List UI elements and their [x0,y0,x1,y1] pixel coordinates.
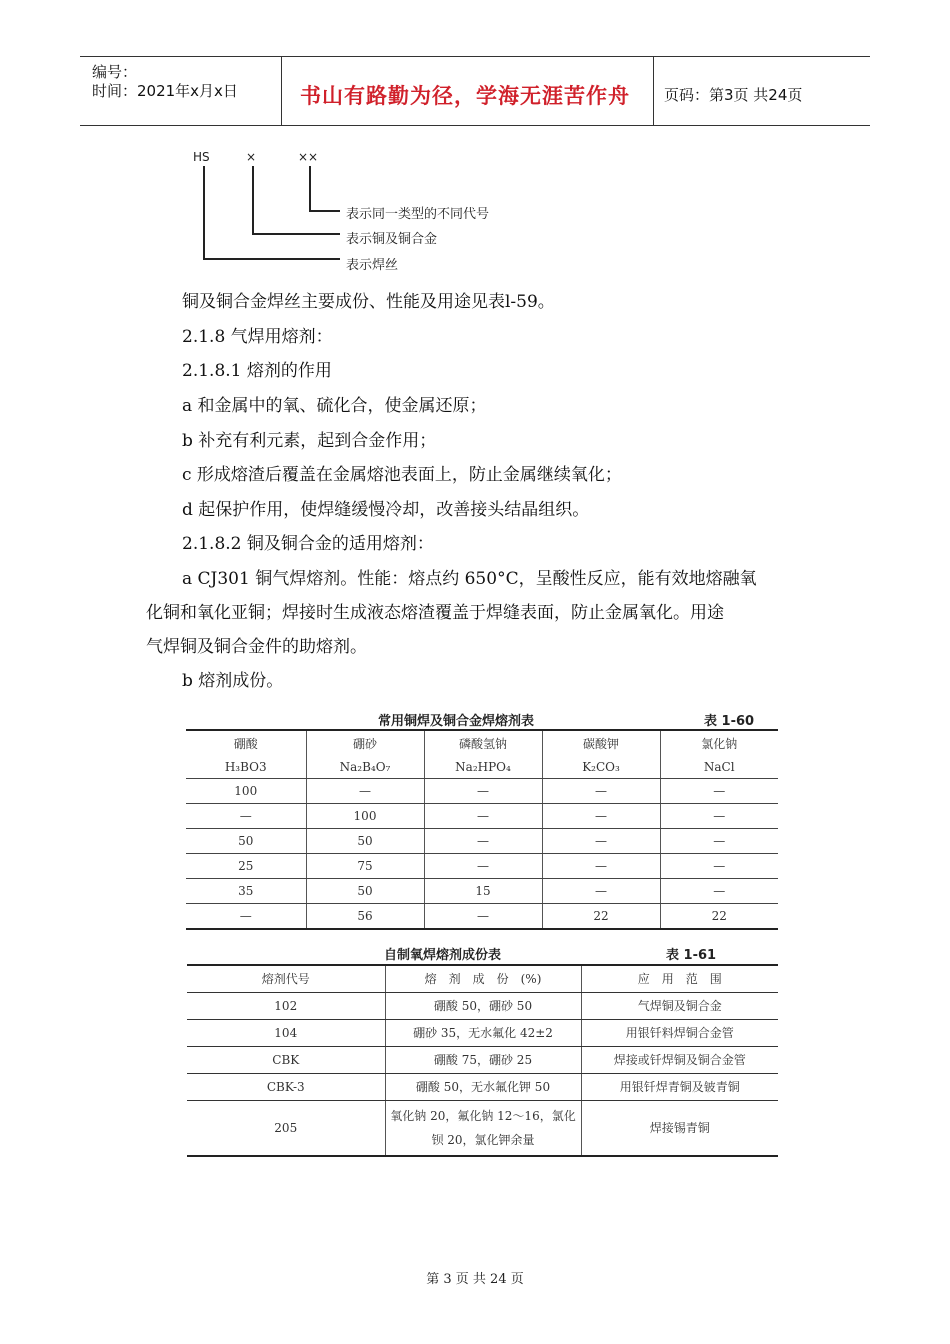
code-type: × [246,150,257,164]
table-cell: 硼酸 50，硼砂 50 [385,993,581,1020]
table-cell: — [660,804,778,829]
table-cell: 75 [306,854,424,879]
header-motto: 书山有路勤为径，学海无涯苦作舟 [300,84,630,108]
table-cell: — [424,854,542,879]
table-cell: 102 [187,993,385,1020]
table-cell: 25 [186,854,306,879]
table-cell: — [424,829,542,854]
code-hs: HS [193,150,210,164]
table-header-row [187,965,778,993]
table-header-cell: 熔 剂 成 份 (%) [385,965,581,993]
table-cell: 100 [186,779,306,804]
serial-label: 编号： [92,63,138,81]
flux-table-60 [186,729,778,930]
table-row [187,1101,778,1157]
table-cell: — [542,804,660,829]
table-row [186,829,778,854]
list-item: b 补充有利元素，起到合金作用； [182,431,437,451]
table-row [186,879,778,904]
table-row [187,1020,778,1047]
page-label: 页码：第3页 共24页 [664,86,803,104]
table-row [186,854,778,879]
table-header-cell: 应 用 范 围 [581,965,778,993]
table-header-cell: 熔剂代号 [187,965,385,993]
table-cell: 22 [660,904,778,930]
diagram-label-variant: 表示同一类型的不同代号 [346,207,490,222]
table-cell: — [306,779,424,804]
flux-table-61 [187,964,778,1157]
table-cell: CBK [187,1047,385,1074]
time-label: 时间：2021年x月x日 [92,82,238,100]
paragraph: a CJ301 铜气焊熔剂。性能：熔点约 650°C，呈酸性反应，能有效地熔融氧 [182,569,757,589]
list-item: d 起保护作用，使焊缝缓慢冷却，改善接头结晶组织。 [182,500,590,520]
table61-title: 自制氧焊熔剂成份表 [384,948,502,963]
table-formula-cell: K₂CO₃ [542,755,660,779]
table-cell: — [542,879,660,904]
table-cell: 15 [424,879,542,904]
table-cell: 50 [186,829,306,854]
table-cell: 50 [306,879,424,904]
table-cell: 50 [306,829,424,854]
table-cell: — [660,854,778,879]
table-cell: 104 [187,1020,385,1047]
paragraph: 气焊铜及铜合金件的助熔剂。 [146,637,367,657]
table-row [187,993,778,1020]
table-formula-row [186,755,778,779]
table-cell: — [186,904,306,930]
table-cell: — [660,829,778,854]
paragraph: 铜及铜合金焊丝主要成份、性能及用途见表l-59。 [182,292,555,312]
table-cell: 205 [274,1121,298,1135]
table-cell: — [424,904,542,930]
diagram-lines [0,0,950,300]
section-heading: 2.1.8 气焊用熔剂： [182,327,333,347]
table-formula-cell: Na₂HPO₄ [424,755,542,779]
table-header-cell: 氯化钠 [660,730,778,755]
diagram-label-wire: 表示焊丝 [346,258,399,273]
table-cell: — [660,779,778,804]
list-item: c 形成熔渣后覆盖在金属熔池表面上，防止金属继续氧化； [182,465,622,485]
table-cell: — [542,779,660,804]
table-cell: CBK-3 [187,1074,385,1101]
table-header-cell: 硼砂 [306,730,424,755]
table-formula-cell: Na₂B₄O₇ [306,755,424,779]
table-formula-cell: H₃BO3 [186,755,306,779]
table-cell: — [424,779,542,804]
table-cell: 硼砂 35，无水氟化 42±2 [385,1020,581,1047]
paragraph: b 熔剂成份。 [182,671,284,691]
table-cell: 用银钎焊青铜及铍青铜 [581,1074,778,1101]
table-cell: 气焊铜及铜合金 [581,993,778,1020]
table-cell: 100 [306,804,424,829]
code-variant: ×× [298,150,319,164]
table-cell: — [660,879,778,904]
table-cell: — [186,804,306,829]
section-heading: 2.1.8.1 熔剂的作用 [182,361,332,381]
page-footer: 第 3 页 共 24 页 [426,1272,524,1287]
table60-title: 常用铜焊及铜合金焊熔剂表 [378,714,535,729]
table-row [186,904,778,930]
diagram-label-copper: 表示铜及铜合金 [346,232,438,247]
table-header-cell: 硼酸 [233,736,258,751]
section-heading: 2.1.8.2 铜及铜合金的适用熔剂： [182,534,434,554]
table61-number: 表 1-61 [666,948,717,963]
table-cell: — [424,804,542,829]
table-cell: 焊接或钎焊铜及铜合金管 [581,1047,778,1074]
table-row [187,1074,778,1101]
table-header-cell: 碳酸钾 [542,730,660,755]
table-row [186,804,778,829]
table-cell: 焊接锡青铜 [581,1101,778,1157]
table-row [187,1047,778,1074]
table-header-cell: 磷酸氢钠 [424,730,542,755]
table-cell: 35 [186,879,306,904]
table-cell: 22 [542,904,660,930]
table-cell: — [542,829,660,854]
table-cell: 氧化钠 20，氟化钠 12～16，氯化钡 20，氯化钾余量 [385,1101,581,1157]
table-row [186,779,778,804]
list-item: a 和金属中的氧、硫化合，使金属还原； [182,396,487,416]
table-cell: 56 [306,904,424,930]
table-cell: 硼酸 75，硼砂 25 [385,1047,581,1074]
paragraph: 化铜和氧化亚铜；焊接时生成液态熔渣覆盖于焊缝表面，防止金属氧化。用途 [146,603,724,623]
table-formula-cell: NaCl [660,755,778,779]
table-header-row [186,730,778,755]
table-cell: — [542,854,660,879]
table60-number: 表 1-60 [704,714,755,729]
table-cell: 硼酸 50，无水氟化钾 50 [385,1074,581,1101]
table-cell: 用银钎料焊铜合金管 [581,1020,778,1047]
